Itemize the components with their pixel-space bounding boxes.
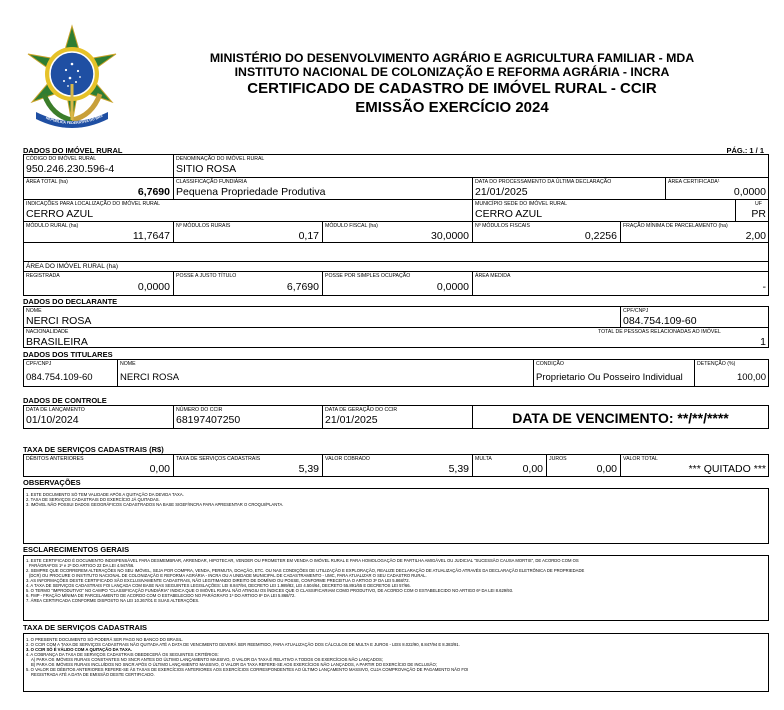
esclarecimento-line: 6. FMP - FRAÇÃO MÍNIMA DE PARCELAMENTO DE ACORDO COM O ESTABELECIDO NO PARÁGRAFO 1º DO ARTIGO 8º DA LEI 5.868/72. <box>26 593 296 598</box>
municipio-value: CERRO AZUL <box>475 208 543 220</box>
esclarecimento-line: 3. AS INFORMAÇÕES DESTE CERTIFICADO SÃO EXCLUSIVAMENTE CADASTRAIS, NÃO LEGITIMANDO DIREITO DE DOMÍNIO OU POSSE, CONFORME PRECEITUA O ARTIGO 3º DA LEI 5.868/72. <box>26 578 410 583</box>
taxa-info-line: REGISTRADA ATÉ A DATA DE EMISSÃO DESTE CERTIFICADO. <box>31 672 155 677</box>
nacionalidade-value: BRASILEIRA <box>26 336 88 348</box>
modulo-rural-value: 11,7647 <box>132 230 170 242</box>
observacao-line: 3. IMÓVEL NÃO POSSUI DADOS GEOGRÁFICOS CADASTRADOS NA BASE SIGEF/INCRA PARA APRESENTAR O CROQUI/PLANTA. <box>26 502 284 507</box>
modulo-fiscal-value: 30,0000 <box>431 230 469 242</box>
section-title-taxa: TAXA DE SERVIÇOS CADASTRAIS (R$) <box>23 445 164 454</box>
numero-ccir-label: NÚMERO DO CCIR <box>176 407 223 413</box>
uf-label: UF <box>755 201 762 207</box>
esclarecimento-line: 2. SEMPRE QUE OCORREREM ALTERAÇÕES NO SEU IMÓVEL, SEJA POR COMPRA, VENDA, PERMUTA, DOAÇÃO, ETC. OU NAS CONDIÇÕES DE UTILIZAÇÃO E EXPLORAÇÃO, REALIZE DECLARAÇÃO DE ATUALIZAÇÃO ATRAVÉS DA DECLARAÇÃO ELETRÔNICA DE PROPRIEDADE <box>26 568 585 573</box>
esclarecimento-line: PARÁGRAFOS 1º e 2º DO ARTIGO 22 DA LEI 4.947/66. <box>29 563 135 568</box>
section-title-taxa-info: TAXA DE SERVIÇOS CADASTRAIS <box>23 623 148 632</box>
observacao-line: 2. TAXA DE SERVIÇOS CADASTRAIS DO EXERCÍCIO JÁ QUITADAS. <box>26 497 160 502</box>
taxa-info-line: 5. O VALOR DE DÉBITOS ANTERIORES REFERE-SE ÀS TAXAS DE EXERCÍCIOS ANTERIORES AOS EXERCÍCIOS CORRESPONDENTES AO ÚLTIMO LANÇAMENTO MASSIVO, CUJA COMPROVAÇÃO DE PAGAMENTO NÃO FOI <box>26 667 469 672</box>
debitos-value: 0,00 <box>149 463 170 475</box>
area-imovel-title: ÁREA DO IMÓVEL RURAL (ha) <box>26 263 118 270</box>
section-title-esclarecimentos: ESCLARECIMENTOS GERAIS <box>23 545 130 554</box>
juros-value: 0,00 <box>596 463 617 475</box>
n-modulos-fiscais-value: 0,2256 <box>584 230 617 242</box>
titular-detencao-value: 100,00 <box>736 372 766 383</box>
titular-cpf-value: 084.754.109-60 <box>26 372 93 383</box>
data-lancamento-value: 01/10/2024 <box>26 414 79 426</box>
posse-simples-value: 0,0000 <box>436 281 469 293</box>
taxa-info-line: 1. O PRESENTE DOCUMENTO SÓ PODERÁ SER PAGO NO BANCO DO BRASIL. <box>26 637 184 642</box>
esclarecimento-line: 5. O TERMO "IMPRODUTIVO" NO CAMPO "CLASSIFICAÇÃO FUNDIÁRIA" INDICA QUE O IMÓVEL RURAL NÃO ATINGIU OS ÍNDICES QUE O CLASSIFICARIAM COMO PRODUTIVO, DE ACORDO COM O ESTABELECIDO NO ARTIGO 6º DA LEI 8.629/93. <box>26 588 514 593</box>
fracao-label: FRAÇÃO MÍNIMA DE PARCELAMENTO (ha) <box>623 223 728 229</box>
seal-band-text: REPÚBLICA FEDERATIVA DO BRA <box>45 113 104 126</box>
posse-justo-value: 6,7690 <box>286 281 319 293</box>
modulo-fiscal-label: MÓDULO FISCAL (ha) <box>325 223 378 229</box>
debitos-label: DÉBITOS ANTERIORES <box>26 456 84 462</box>
area-total-label: ÁREA TOTAL (ha) <box>26 179 68 185</box>
observacao-line: 1. ESTE DOCUMENTO SÓ TEM VALIDADE APÓS A QUITAÇÃO DA DEVIDA TAXA. <box>26 492 184 497</box>
area-certificada-label: ÁREA CERTIFICADA¹ <box>668 179 720 185</box>
titular-nome-label: NOME <box>120 361 136 367</box>
header-certificate-title: CERTIFICADO DE CADASTRO DE IMÓVEL RURAL - CCIR <box>247 80 657 97</box>
classificacao-label: CLASSIFICAÇÃO FUNDIÁRIA <box>176 179 247 185</box>
multa-value: 0,00 <box>522 463 543 475</box>
titular-detencao-label: DETENÇÃO (%) <box>697 361 736 367</box>
taxa-info-line: A) PARA OS IMÓVEIS RURAIS CONSTANTES NO SNCR ANTES DO ÚLTIMO LANÇAMENTO MASSIVO, O VALOR DA TAXA É RELATIVO A TODOS OS EXERCÍCIOS NÃO LANÇADOS; <box>31 657 383 662</box>
denominacao-label: DENOMINAÇÃO DO IMÓVEL RURAL <box>176 156 265 162</box>
data-processamento-label: DATA DO PROCESSAMENTO DA ÚLTIMA DECLARAÇÃO <box>475 179 612 185</box>
taxa-info-line: 2. O CCIR COM A TAXA DE SERVIÇOS CADASTRAIS NÃO QUITADA ATÉ A DATA DE VENCIMENTO DEVERÁ SER REEMITIDO, PARA ATUALIZAÇÃO DOS CÁLCULOS DE MULTA E JUROS - LEIS 8.022/90, 8.847/94 E 8.383/91. <box>26 642 460 647</box>
esclarecimento-line: 1. ESTE CERTIFICADO É DOCUMENTO INDISPENSÁVEL PARA DESMEMBRAR, ARRENDAR, HIPOTECAR, VENDER OU PROMETER EM VENDA O IMÓVEL RURAL E PARA HOMOLOGAÇÃO DE PARTILHA AMIGÁVEL OU JUDICIAL "SUCESSÃO CAUSA MORTIS", DE ACORDO COM OS <box>26 558 579 563</box>
esclarecimento-line: 4. A TAXA DE SERVIÇOS CADASTRAIS FOI LANÇADA COM BASE NAS SEGUINTES LEGISLAÇÕES: LEI 8.847/94, DECRETO LEI 1.989/82, LEI 4.504/64, DECRETO 55.891/65 E DECRETOS LEI 57/66. <box>26 583 411 588</box>
data-lancamento-label: DATA DE LANÇAMENTO <box>26 407 85 413</box>
classificacao-value: Pequena Propriedade Produtiva <box>176 186 326 198</box>
data-geracao-label: DATA DE GERAÇÃO DO CCIR <box>325 407 398 413</box>
declarante-nome-label: NOME <box>26 308 42 314</box>
total-pessoas-value: 1 <box>760 336 766 348</box>
taxa-servicos-value: 5,39 <box>298 463 319 475</box>
taxa-info-line: B) PARA OS IMÓVEIS RURAIS INCLUÍDOS NO SNCR APÓS O ÚLTIMO LANÇAMENTO MASSIVO, O VALOR DA TAXA REFERE-SE AOS EXERCÍCIOS NÃO LANÇADOS, A PARTIR DO EXERCÍCIO DE INCLUSÃO; <box>31 662 437 667</box>
valor-total-value: *** QUITADO *** <box>688 463 766 475</box>
registrada-label: REGISTRADA <box>26 273 60 279</box>
data-processamento-value: 21/01/2025 <box>475 186 528 198</box>
numero-ccir-value: 68197407250 <box>176 414 241 426</box>
page-number: PÁG.: 1 / 1 <box>726 146 764 155</box>
taxa-info-line: 4. A COBRANÇA DA TAXA DE SERVIÇOS CADASTRAIS OBEDECERÁ OS SEGUINTES CRITÉRIOS: <box>26 652 219 657</box>
denominacao-value: SITIO ROSA <box>176 163 237 175</box>
fracao-value: 2,00 <box>745 230 766 242</box>
codigo-label: CÓDIGO DO IMÓVEL RURAL <box>26 156 97 162</box>
titular-condicao-value: Proprietario Ou Posseiro Individual <box>536 372 683 383</box>
declarante-cpf-label: CPF/CNPJ <box>623 308 649 314</box>
valor-cobrado-value: 5,39 <box>448 463 469 475</box>
n-modulos-rurais-label: Nº MÓDULOS RURAIS <box>176 223 231 229</box>
posse-justo-label: POSSE A JUSTO TÍTULO <box>176 273 237 279</box>
section-title-observacoes: OBSERVAÇÕES <box>23 478 81 487</box>
titular-cpf-label: CPF/CNPJ <box>26 361 52 367</box>
section-title-titulares: DADOS DOS TITULARES <box>23 350 113 359</box>
n-modulos-rurais-value: 0,17 <box>298 230 319 242</box>
registrada-value: 0,0000 <box>137 281 170 293</box>
area-certificada-value: 0,0000 <box>733 186 766 198</box>
area-total-value: 6,7690 <box>137 186 170 198</box>
municipio-label: MUNICÍPIO SEDE DO IMÓVEL RURAL <box>475 201 568 207</box>
indicacoes-value: CERRO AZUL <box>26 208 94 220</box>
juros-label: JUROS <box>549 456 567 462</box>
nacionalidade-label: NACIONALIDADE <box>26 329 69 335</box>
modulo-rural-label: MÓDULO RURAL (ha) <box>26 223 79 229</box>
declarante-nome-value: NERCI ROSA <box>26 315 92 327</box>
esclarecimento-line: (DCR) OU PROCURE O INSTITUTO NACIONAL DE COLONIZAÇÃO E REFORMA AGRÁRIA - INCRA OU A UNIDADE MUNICIPAL DE CADASTRAMENTO - UMC, PARA ATUALIZAR O SEU CADASTRO RURAL. <box>29 573 427 578</box>
valor-cobrado-label: VALOR COBRADO <box>325 456 370 462</box>
codigo-value: 950.246.230.596-4 <box>26 163 115 175</box>
valor-total-label: VALOR TOTAL <box>623 456 658 462</box>
titular-condicao-label: CONDIÇÃO <box>536 361 564 367</box>
data-vencimento: DATA DE VENCIMENTO: **/**/**** <box>512 410 729 426</box>
section-title-declarante: DADOS DO DECLARANTE <box>23 297 118 306</box>
header-emission: EMISSÃO EXERCÍCIO 2024 <box>355 99 549 116</box>
total-pessoas-label: TOTAL DE PESSOAS RELACIONADAS AO IMÓVEL <box>598 329 721 335</box>
declarante-cpf-value: 084.754.109-60 <box>623 315 697 327</box>
esclarecimento-line: 7. ÁREA CERTIFICADA CONFORME DISPOSTO NA LEI 10.267/01 E SUAS ALTERAÇÕES. <box>26 598 200 603</box>
header-incra: INSTITUTO NACIONAL DE COLONIZAÇÃO E REFORMA AGRÁRIA - INCRA <box>234 65 670 79</box>
multa-label: MULTA <box>475 456 492 462</box>
header-ministry: MINISTÉRIO DO DESENVOLVIMENTO AGRÁRIO E AGRICULTURA FAMILIAR - MDA <box>209 51 695 65</box>
n-modulos-fiscais-label: Nº MÓDULOS FISCAIS <box>475 223 530 229</box>
posse-simples-label: POSSE POR SIMPLES OCUPAÇÃO <box>325 273 411 279</box>
taxa-servicos-label: TAXA DE SERVIÇOS CADASTRAIS <box>176 456 261 462</box>
taxa-info-line: 3. O CCIR SÓ É VÁLIDO COM A QUITAÇÃO DA TAXA. <box>26 647 132 652</box>
uf-value: PR <box>751 208 766 220</box>
area-medida-value: - <box>762 281 766 293</box>
section-title-imovel: DADOS DO IMÓVEL RURAL <box>23 146 123 155</box>
area-medida-label: ÁREA MEDIDA <box>475 273 511 279</box>
data-geracao-value: 21/01/2025 <box>325 414 378 426</box>
titular-nome-value: NERCI ROSA <box>120 372 180 383</box>
section-title-controle: DADOS DE CONTROLE <box>23 396 107 405</box>
indicacoes-label: INDICAÇÕES PARA LOCALIZAÇÃO DO IMÓVEL RURAL <box>26 201 161 207</box>
